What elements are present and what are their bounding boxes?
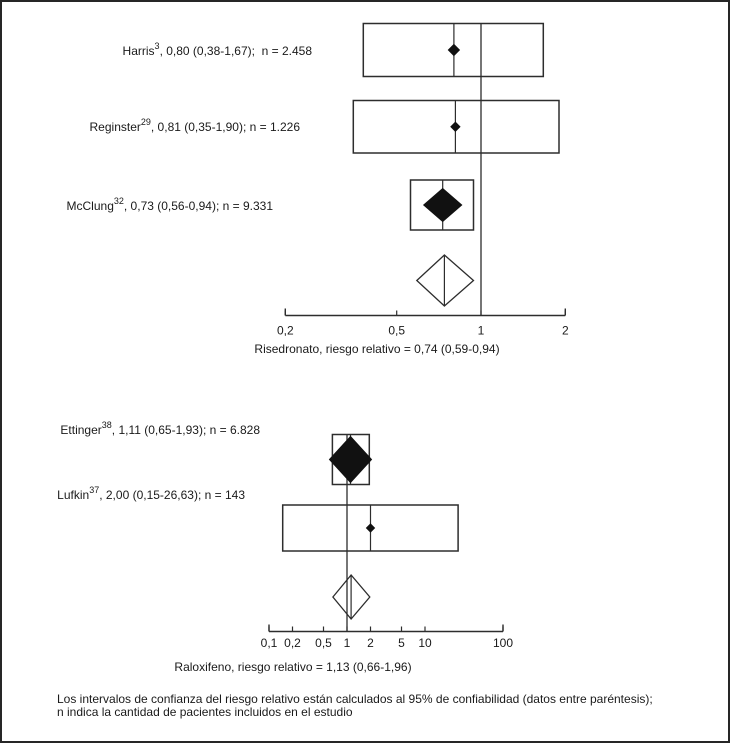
axis-tick-label-raloxifeno-6: 10 xyxy=(418,636,432,650)
study-name: Ettinger xyxy=(60,423,102,437)
study-label-mcclung xyxy=(66,196,273,213)
footnote-line-1: Los intervalos de confianza del riesgo relativo están calculados al 95% de confiabilidad (datos entre paréntesis); xyxy=(57,692,653,706)
study-estimate-text: , 0,73 (0,56-0,94); n = 9.331 xyxy=(123,199,273,213)
axis-tick-label-risedronato-2: 1 xyxy=(477,323,485,338)
axis-tick-label-raloxifeno-7: 100 xyxy=(492,636,514,650)
figure-footnote xyxy=(57,693,697,718)
axis-tick-label-risedronato-1: 0,5 xyxy=(388,323,406,338)
study-name: Harris xyxy=(122,44,155,58)
axis-tick-label-raloxifeno-1: 0,2 xyxy=(284,636,301,650)
axis-tick-label-raloxifeno-2: 0,5 xyxy=(315,636,332,650)
axis-tick-label-raloxifeno-4: 2 xyxy=(367,636,374,650)
axis-tick-label-raloxifeno-0: 0,1 xyxy=(260,636,278,650)
axis-tick-label-risedronato-3: 2 xyxy=(561,323,569,338)
axis-tick-label-raloxifeno-3: 1 xyxy=(343,636,351,650)
study-label-reginster xyxy=(89,117,300,134)
study-estimate-text: , 0,80 (0,38-1,67); n = 2.458 xyxy=(159,44,312,58)
study-label-harris xyxy=(122,41,312,58)
study-estimate-text: , 1,11 (0,65-1,93); n = 6.828 xyxy=(111,423,260,437)
study-estimate-text: , 2,00 (0,15-26,63); n = 143 xyxy=(99,488,245,502)
axis-tick-label-raloxifeno-5: 5 xyxy=(398,636,405,650)
axis-tick-label-risedronato-0: 0,2 xyxy=(276,323,294,338)
study-label-lufkin xyxy=(57,485,245,502)
study-name: Lufkin xyxy=(57,488,90,502)
study-reference-number: 38 xyxy=(101,420,112,430)
study-reference-number: 32 xyxy=(113,196,124,206)
study-estimate-text: , 0,81 (0,35-1,90); n = 1.226 xyxy=(150,120,300,134)
study-name: Reginster xyxy=(89,120,141,134)
study-name: McClung xyxy=(66,199,114,213)
study-reference-number: 3 xyxy=(154,41,160,51)
study-reference-number: 37 xyxy=(89,485,100,495)
caption-raloxifeno: Raloxifeno, riesgo relativo = 1,13 (0,66-1,96) xyxy=(174,660,412,674)
footnote-line-2: n indica la cantidad de pacientes incluidos en el estudio xyxy=(57,704,353,719)
caption-risedronato: Risedronato, riesgo relativo = 0,74 (0,59-0,94) xyxy=(254,342,500,356)
study-label-ettinger xyxy=(60,420,260,437)
study-reference-number: 29 xyxy=(140,117,151,127)
